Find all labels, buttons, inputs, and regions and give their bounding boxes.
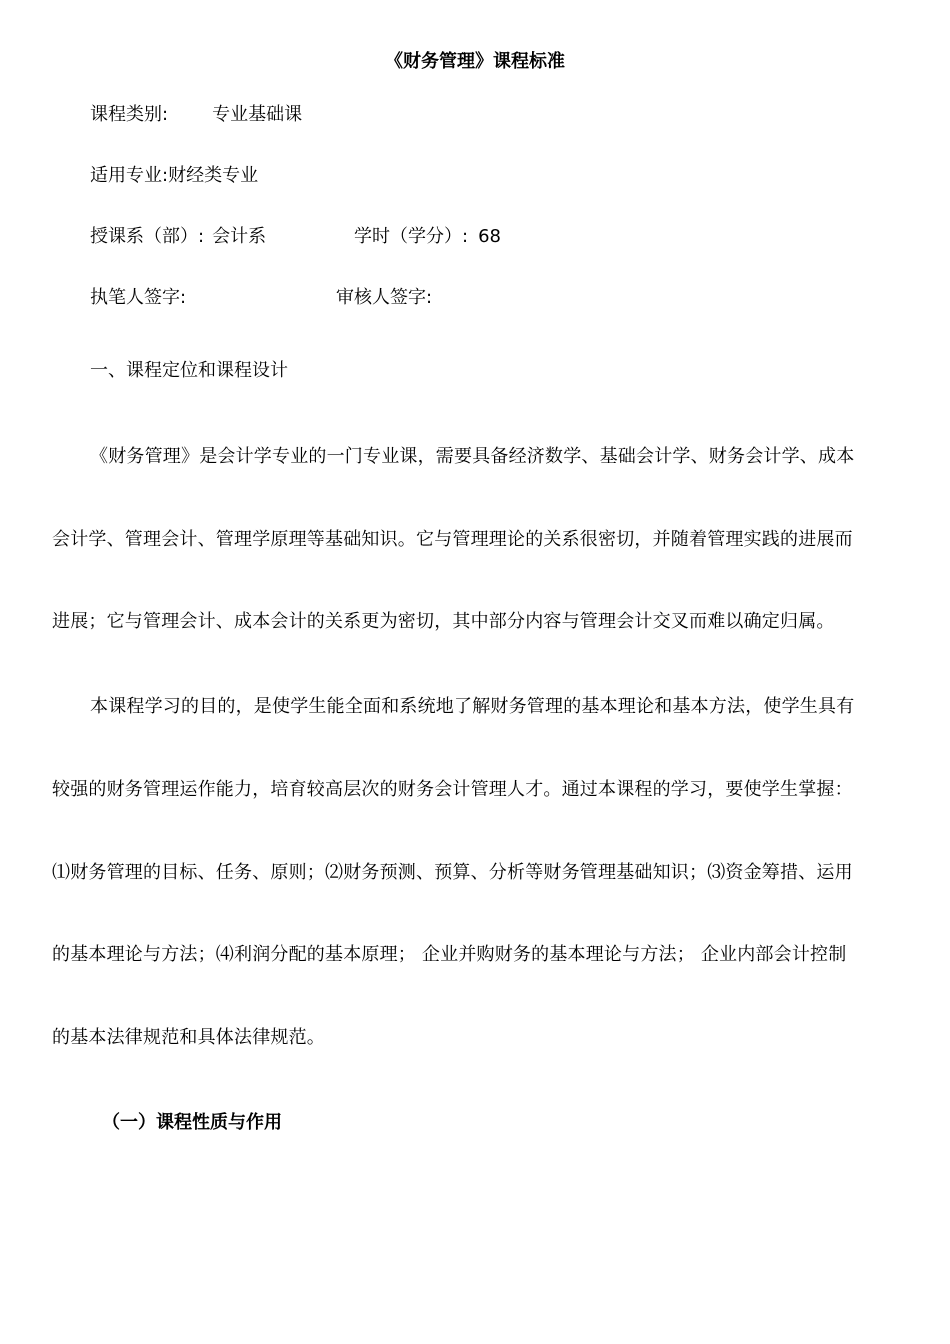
hours-value: 68 xyxy=(478,226,501,247)
department-hours-row xyxy=(90,222,266,248)
course-category-label: 课程类别: xyxy=(90,104,169,125)
paragraph-line: 本课程学习的目的，是使学生能全面和系统地了解财务管理的基本理论和基本方法，使学生具有 xyxy=(90,696,855,717)
course-category-row xyxy=(90,100,302,126)
subsection-heading: （一）课程性质与作用 xyxy=(102,1112,282,1133)
paragraph-line: 进展；它与管理会计、成本会计的关系更为密切，其中部分内容与管理会计交叉而难以确定归属。 xyxy=(52,611,835,632)
applicable-major-value: 财经类专业 xyxy=(168,165,259,186)
document-title: 《财务管理》课程标准 xyxy=(385,51,565,72)
applicable-major-row xyxy=(90,161,258,187)
section-heading: 一、课程定位和课程设计 xyxy=(90,360,288,381)
paragraph-line: 的基本理论与方法；⑷利润分配的基本原理； 企业并购财务的基本理论与方法； 企业内部会计控制 xyxy=(52,944,847,965)
reviewer-signature-label: 审核人签字: xyxy=(336,287,433,308)
paragraph-line: 《财务管理》是会计学专业的一门专业课，需要具备经济数学、基础会计学、财务会计学、成本 xyxy=(90,446,855,467)
paragraph-line: 的基本法律规范和具体法律规范。 xyxy=(52,1027,325,1048)
applicable-major-label: 适用专业: xyxy=(90,165,169,186)
course-category-value: 专业基础课 xyxy=(212,104,303,125)
hours-row xyxy=(354,222,501,248)
paragraph-line: 会计学、管理会计、管理学原理等基础知识。它与管理理论的关系很密切，并随着管理实践的进展而 xyxy=(52,529,853,550)
department-value: 会计系 xyxy=(212,226,267,247)
hours-label: 学时（学分）: xyxy=(354,226,469,247)
department-label: 授课系（部）: xyxy=(90,226,205,247)
paragraph-line: 较强的财务管理运作能力，培育较高层次的财务会计管理人才。通过本课程的学习，要使学生掌握： xyxy=(52,779,853,800)
paragraph-line: ⑴财务管理的目标、任务、原则；⑵财务预测、预算、分析等财务管理基础知识；⑶资金筹措、运用 xyxy=(52,862,853,883)
author-signature-label: 执笔人签字: xyxy=(90,287,187,308)
